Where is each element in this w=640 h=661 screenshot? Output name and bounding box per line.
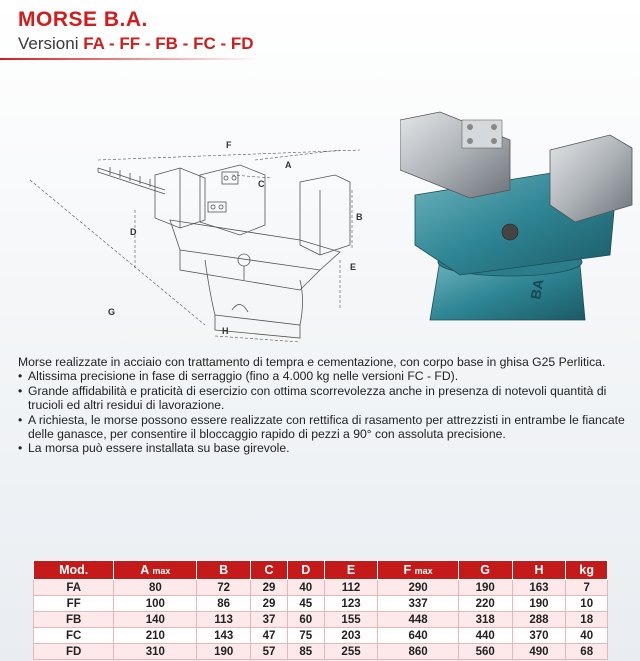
- value-cell: 123: [324, 596, 378, 612]
- value-cell: 18: [566, 612, 608, 628]
- value-cell: 310: [114, 644, 197, 660]
- column-header-label: B: [219, 563, 229, 577]
- value-cell: 29: [251, 580, 288, 596]
- table-body: [34, 580, 608, 660]
- model-cell: FD: [34, 644, 114, 660]
- value-cell: 318: [458, 612, 512, 628]
- column-header-label: F: [403, 563, 412, 577]
- feature-item: • A richiesta, le morse possono essere realizzate con rettifica di rasamento per attrezzisti in entrambe le fiancate delle ganasce, per consentire il bloccaggio rapido di pezzi a 90° con assoluta precisione.: [18, 413, 628, 442]
- table-row: [34, 612, 608, 628]
- value-cell: 288: [512, 612, 566, 628]
- column-header: [287, 561, 324, 580]
- feature-item: • Altissima precisione in fase di serraggio (fino a 4.000 kg nelle versioni FC - FD).: [18, 369, 628, 383]
- value-cell: 290: [378, 580, 458, 596]
- value-cell: 68: [566, 644, 608, 660]
- column-header-label: C: [264, 563, 274, 577]
- value-cell: 560: [458, 644, 512, 660]
- value-cell: 72: [197, 580, 251, 596]
- value-cell: 40: [566, 628, 608, 644]
- value-cell: 45: [287, 596, 324, 612]
- column-header: [512, 561, 566, 580]
- dim-label-h: H: [222, 326, 229, 336]
- column-header: [378, 561, 458, 580]
- model-cell: FB: [34, 612, 114, 628]
- column-header: [324, 561, 378, 580]
- table-row: [34, 596, 608, 612]
- page-subtitle: [18, 34, 254, 54]
- description-intro: Morse realizzate in acciaio con trattamento di tempra e cementazione, con corpo base in ghisa G25 Perlitica.: [18, 355, 606, 369]
- model-cell: FA: [34, 580, 114, 596]
- value-cell: 100: [114, 596, 197, 612]
- column-header-qualifier: max: [152, 566, 171, 576]
- column-header: [566, 561, 608, 580]
- table-row: [34, 580, 608, 596]
- value-cell: 440: [458, 628, 512, 644]
- column-header-label: E: [346, 563, 356, 577]
- value-cell: 10: [566, 596, 608, 612]
- model-cell: FC: [34, 628, 114, 644]
- value-cell: 190: [458, 580, 512, 596]
- value-cell: 60: [287, 612, 324, 628]
- column-header: [197, 561, 251, 580]
- column-header-label: kg: [579, 563, 594, 577]
- dim-label-a: A: [285, 160, 292, 170]
- table-row: [34, 628, 608, 644]
- value-cell: 640: [378, 628, 458, 644]
- subtitle-prefix: Versioni: [18, 34, 79, 53]
- value-cell: 220: [458, 596, 512, 612]
- value-cell: 190: [197, 644, 251, 660]
- dim-label-d: D: [130, 227, 137, 237]
- column-header-label: D: [301, 563, 311, 577]
- column-header-qualifier: max: [414, 566, 433, 576]
- value-cell: 370: [512, 628, 566, 644]
- value-cell: 57: [251, 644, 288, 660]
- value-cell: 7: [566, 580, 608, 596]
- vice-product-photo: [400, 0, 640, 330]
- value-cell: 490: [512, 644, 566, 660]
- value-cell: 448: [378, 612, 458, 628]
- column-header-label: G: [480, 563, 491, 577]
- value-cell: 40: [287, 580, 324, 596]
- column-header-label: A: [140, 563, 149, 577]
- value-cell: 255: [324, 644, 378, 660]
- value-cell: 37: [251, 612, 288, 628]
- subtitle-model-codes: FA - FF - FB - FC - FD: [83, 34, 254, 53]
- value-cell: 190: [512, 596, 566, 612]
- product-description: [18, 355, 628, 456]
- value-cell: 85: [287, 644, 324, 660]
- value-cell: 860: [378, 644, 458, 660]
- dim-label-b: B: [356, 212, 363, 222]
- dim-label-g: G: [108, 307, 116, 317]
- column-header: [458, 561, 512, 580]
- column-header-label: Mod.: [59, 563, 89, 577]
- value-cell: 143: [197, 628, 251, 644]
- dim-label-c: C: [258, 179, 265, 189]
- value-cell: 80: [114, 580, 197, 596]
- value-cell: 86: [197, 596, 251, 612]
- dim-label-e: E: [350, 262, 357, 272]
- value-cell: 113: [197, 612, 251, 628]
- dim-label-f: F: [226, 140, 232, 150]
- photo-brand-mark: BA: [527, 277, 547, 301]
- model-cell: FF: [34, 596, 114, 612]
- page-title: MORSE B.A.: [18, 8, 148, 31]
- table-row: [34, 644, 608, 660]
- value-cell: 163: [512, 580, 566, 596]
- value-cell: 155: [324, 612, 378, 628]
- value-cell: 112: [324, 580, 378, 596]
- column-header: [251, 561, 288, 580]
- feature-item: • Grande affidabilità e praticità di esercizio con ottima scorrevolezza anche in presenza di notevoli quantità di trucioli ed altri residui di lavorazione.: [18, 384, 628, 413]
- specifications-table: [33, 560, 608, 660]
- value-cell: 140: [114, 612, 197, 628]
- table-header-row: [34, 561, 608, 580]
- feature-list: [18, 369, 628, 455]
- column-header-label: H: [534, 563, 544, 577]
- title-underline: [0, 58, 260, 60]
- column-header: [114, 561, 197, 580]
- vice-technical-drawing: [0, 120, 400, 350]
- value-cell: 210: [114, 628, 197, 644]
- value-cell: 203: [324, 628, 378, 644]
- value-cell: 29: [251, 596, 288, 612]
- value-cell: 47: [251, 628, 288, 644]
- feature-item: • La morsa può essere installata su base girevole.: [18, 441, 628, 455]
- column-header: [34, 561, 114, 580]
- value-cell: 75: [287, 628, 324, 644]
- value-cell: 337: [378, 596, 458, 612]
